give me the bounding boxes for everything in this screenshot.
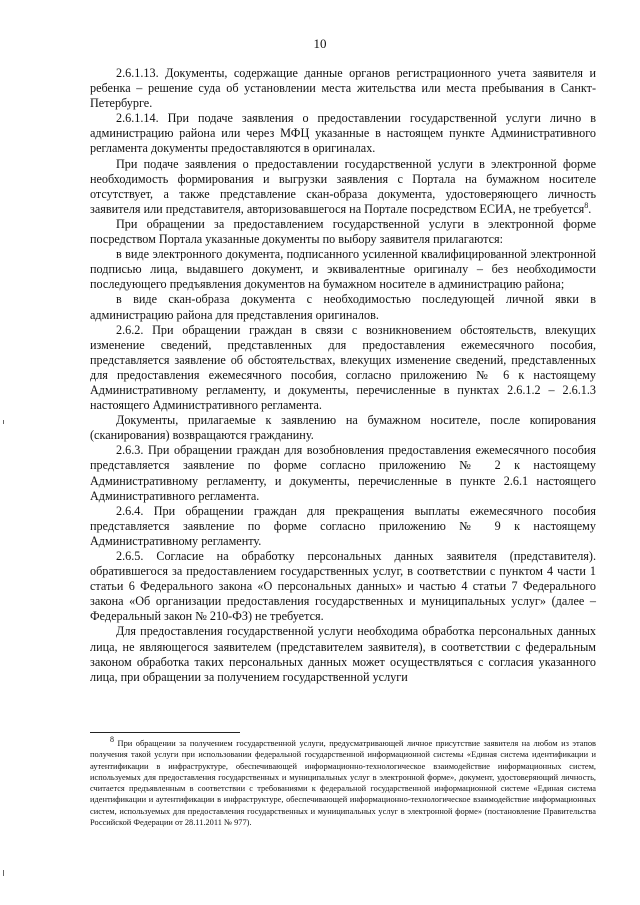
scan-speck [3,420,4,424]
paragraph: 2.6.5. Согласие на обработку персональных данных заявителя (представителя). обратившегося за предоставлением государственных услуг, в соответствии с пунктом 4 части 1 статьи 6 Федерального закона «О персональных данных» и частью 4 статьи 7 Федерального закона «Об организации предоставления государственных и муниципальных услуг» (далее – Федеральный закон № 210-ФЗ) не требуется. [90,549,596,624]
paragraph: в виде электронного документа, подписанного усиленной квалифицированной электронной подписью лица, выдавшего документ, и эквивалентные оригиналу – без необходимости последующего предъявления документов на бумажном носителе в администрацию района; [90,247,596,292]
paragraph: 2.6.4. При обращении граждан для прекращения выплаты ежемесячного пособия представляется заявление по форме согласно приложению № 9 к настоящему Административному регламенту. [90,503,596,548]
paragraph: 2.6.1.13. Документы, содержащие данные органов регистрационного учета заявителя и ребенка – решение суда об установлении места жительства или места пребывания в Санкт-Петербурге. [90,66,596,111]
paragraph: 2.6.2. При обращении граждан в связи с возникновением обстоятельств, влекущих изменение сведений, представленных для предоставления ежемесячного пособия, представляется заявление об обстоятельствах, влекущих изменение сведений, представленных для предоставления ежемесячного пособия, согласно приложению № 6 к настоящему Административному регламенту, и документы, перечисленные в пунктах 2.6.1.2 – 2.6.1.3 настоящего Административного регламента. [90,322,596,413]
footnote-reference: 8 [584,200,589,210]
paragraph: в виде скан-образа документа с необходимостью последующей личной явки в администрацию района для представления оригиналов. [90,292,596,322]
scan-speck [3,870,4,876]
footnote-divider [90,732,240,733]
page-number: 10 [313,36,327,51]
paragraph: Для предоставления государственной услуги необходима обработка персональных данных лица, не являющегося заявителем (представителем заявителя), в соответствии с федеральным законом обработка таких персональных данных может осуществляться с согласия указанного лица, при обращении за получением государственной услуги [90,624,596,684]
paragraph: При обращении за предоставлением государственной услуги в электронной форме посредством Портала указанные документы по выбору заявителя прилагаются: [90,216,596,247]
paragraph: Документы, прилагаемые к заявлению на бумажном носителе, после копирования (сканирования) возвращаются гражданину. [90,413,596,443]
document-body [90,66,596,685]
paragraph-with-footnote-ref: При подаче заявления о предоставлении государственной услуги в электронной форме необходимость формирования и выгрузки заявления с Портала на бумажном носителе отсутствует, а также представление скан-образа документа, удостоверяющего личность заявителя или представителя, авторизовавшегося на Портале посредством ЕСИА, не требуется$^8$. [90,156,596,216]
footnote [90,735,597,828]
footnote-marker: 8 [110,735,114,745]
paragraph: 2.6.1.14. При подаче заявления о предоставлении государственной услуги лично в администрацию района или через МФЦ указанные в настоящем пункте Административного регламента документы предоставляются в оригиналах. [90,111,596,156]
footnote-text: При обращении за получением государственной услуги, предусматривающей личное присутствие заявителя на любом из этапов получения такой услуги при использовании федеральной государственной информационной системы «Единая система идентификации и аутентификации в инфраструктуре, обеспечивающей информационно-технологическое взаимодействие информационных систем, используемых для предоставления государственных и муниципальных услуг в электронной форме», документ, удостоверяющий личность, считается предъявленным в соответствии с требованиями к федеральной государственной информационной системе «Единая система идентификации и аутентификации в инфраструктуре, обеспечивающей информационно-технологическое взаимодействие информационных систем, используемых для предоставления государственных и муниципальных услуг в электронной форме» (постановление Правительства Российской Федерации от 28.11.2011 № 977). [90,739,597,828]
paragraph: 2.6.3. При обращении граждан для возобновления предоставления ежемесячного пособия представляется заявление по форме согласно приложению № 2 к настоящему Административному регламенту, и документы, перечисленные в пункте 2.6.1 настоящего Административного регламента. [90,443,596,503]
